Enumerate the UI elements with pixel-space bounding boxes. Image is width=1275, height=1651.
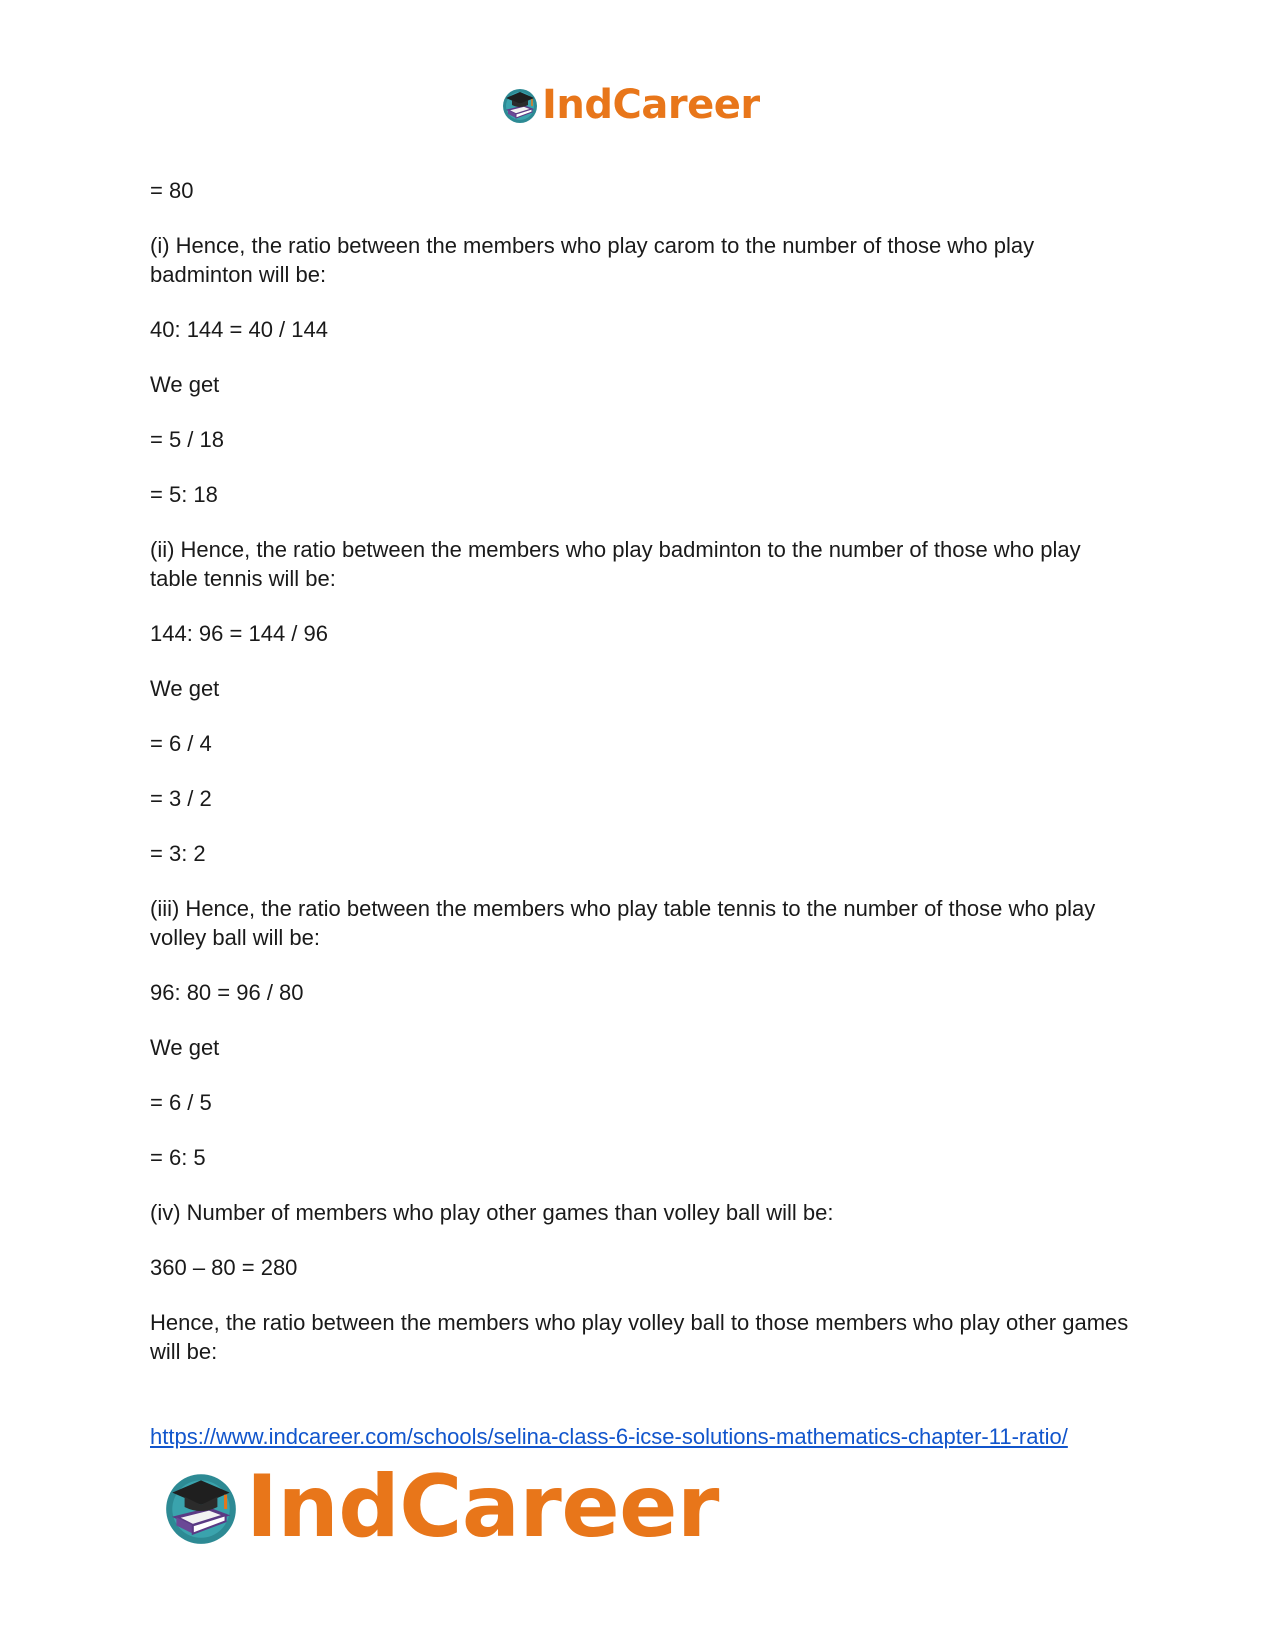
body-line: (ii) Hence, the ratio between the members who play badminton to the number of those who play table tennis will be: bbox=[150, 537, 1081, 591]
body-line: 360 – 80 = 280 bbox=[150, 1255, 298, 1280]
body-line: Hence, the ratio between the members who play volley ball to those members who play other games will be: bbox=[150, 1310, 1129, 1364]
document-body bbox=[150, 176, 1130, 1392]
footer-logo bbox=[160, 1457, 719, 1557]
body-line: 144: 96 = 144 / 96 bbox=[150, 621, 328, 646]
body-line: (iii) Hence, the ratio between the members who play table tennis to the number of those who play volley ball will be: bbox=[150, 896, 1096, 950]
body-line: = 6 / 5 bbox=[150, 1090, 212, 1115]
header-logo bbox=[500, 80, 760, 130]
graduation-cap-book-icon bbox=[500, 85, 540, 125]
body-line: = 6: 5 bbox=[150, 1145, 206, 1170]
body-line: = 3: 2 bbox=[150, 841, 206, 866]
body-line: = 5 / 18 bbox=[150, 427, 225, 452]
graduation-cap-book-icon bbox=[160, 1466, 242, 1548]
body-line: (iv) Number of members who play other games than volley ball will be: bbox=[150, 1200, 834, 1225]
body-line: 96: 80 = 96 / 80 bbox=[150, 980, 304, 1005]
body-line: We get bbox=[150, 1035, 220, 1060]
body-line: (i) Hence, the ratio between the members who play carom to the number of those who play badminton will be: bbox=[150, 233, 1035, 287]
body-line: We get bbox=[150, 372, 220, 397]
body-line: = 6 / 4 bbox=[150, 731, 212, 756]
body-line: = 5: 18 bbox=[150, 482, 218, 507]
body-line: = 80 bbox=[150, 178, 194, 203]
logo-text: IndCareer bbox=[246, 1457, 719, 1557]
body-line: We get bbox=[150, 676, 220, 701]
body-line: 40: 144 = 40 / 144 bbox=[150, 317, 328, 342]
source-link[interactable]: https://www.indcareer.com/schools/selina-class-6-icse-solutions-mathematics-chapter-11-ratio/ bbox=[150, 1424, 1068, 1449]
body-line: = 3 / 2 bbox=[150, 786, 212, 811]
logo-text: IndCareer bbox=[542, 82, 760, 128]
